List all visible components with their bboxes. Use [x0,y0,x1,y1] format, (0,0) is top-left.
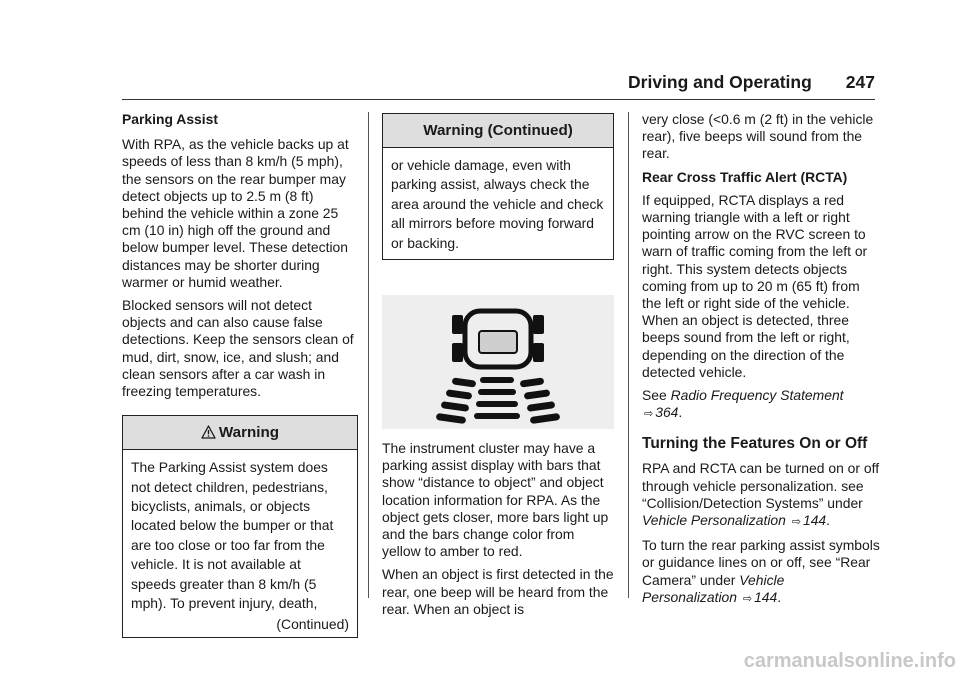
page-link[interactable]: 364 [655,404,679,421]
paragraph: RPA and RCTA can be turned on or off through vehicle personalization. see “Collision/Detection Systems” under Vehicle Personalization ⇨ 144. [642,460,880,529]
warning-title: Warning [218,424,280,442]
paragraph: The instrument cluster may have a parking assist display with bars that show “distance to object” and object location information for RPA. As the object gets closer, more bars light up and the bars change color from yellow to amber to red. [382,440,609,560]
paragraph: Blocked sensors will not detect objects and can also cause false detections. Keep the sensors clean of mud, dirt, snow, ice, and slush; and clean sensors after a car wash in freezing temperatures. [122,297,354,400]
header-rule [122,99,875,100]
cross-reference-radio: See Radio Frequency Statement ⇨ 364. [642,387,844,421]
parking-assist-figure [382,295,614,429]
warning-box [122,415,358,638]
page-reference-arrow-icon: ⇨ [644,408,654,421]
column-divider [628,112,629,598]
crossref-link[interactable]: Radio Frequency Statement [670,387,844,404]
paragraph: To turn the rear parking assist symbols or guidance lines on or off, see “Rear Camera” under Vehicle Personalization ⇨ 144. [642,537,880,605]
page-header [591,70,875,94]
paragraph: With RPA, as the vehicle backs up at speeds of less than 8 km/h (5 mph), the sensors on the rear bumper may detect objects up to 2.5 m (8 ft) behind the vehicle within a zone 25 cm (10 in) high off the ground and below bumper level. These detection distances may be shorter during warmer or humid weather. [122,136,349,290]
page-link[interactable]: 144 [754,588,778,605]
section-heading: Turning the Features On or Off [642,435,868,453]
warning-body [383,148,613,259]
warning-box-continued [382,113,614,260]
column-right [642,111,880,614]
page-reference-arrow-icon: ⇨ [742,592,753,605]
page-reference-arrow-icon: ⇨ [791,516,801,529]
watermark: carmanualsonline.info [743,650,956,672]
crossref-link[interactable]: Vehicle Personalization [642,571,785,605]
warning-body [123,450,357,637]
section-title: Driving and Operating [628,72,812,92]
warning-continued: (Continued) [276,615,349,632]
column-divider [368,112,369,598]
paragraph: When an object is first detected in the rear, one beep will be heard from the rear. When an object is [382,566,614,617]
paragraph: very close (<0.6 m (2 ft) in the vehicle rear), five beeps will sound from the rear. [642,111,874,162]
warning-text: or vehicle damage, even with parking assist, always check the area around the vehicle and check all mirrors before moving forward or backing. [391,157,604,251]
warning-header: Warning (Continued) [383,114,613,148]
column-left [122,111,358,638]
crossref-link[interactable]: Vehicle Personalization [642,512,786,529]
warning-text: The Parking Assist system does not detect children, pedestrians, bicyclists, animals, or objects located below the bumper or that are too close or too far from the vehicle. It is not available at speeds greater than 8 km/h (5 mph). To prevent injury, death, [131,459,334,612]
subheading-parking-assist: Parking Assist [122,111,218,127]
paragraph: If equipped, RCTA displays a red warning triangle with a left or right pointing arrow on the RVC screen to warn of traffic coming from the left or right. This system detects objects coming from up to 20 m (65 ft) from the left or right side of the vehicle. When an object is detected, three beeps sound from the left or right, depending on the direction of the detected vehicle. [642,191,868,380]
parking-assist-display-icon [382,295,614,429]
warning-triangle-icon [201,418,216,451]
warning-header [123,416,357,450]
column-middle [382,111,614,624]
page-link[interactable]: 144 [802,512,827,529]
subheading-rcta: Rear Cross Traffic Alert (RCTA) [642,168,848,185]
page-number: 247 [845,72,875,92]
